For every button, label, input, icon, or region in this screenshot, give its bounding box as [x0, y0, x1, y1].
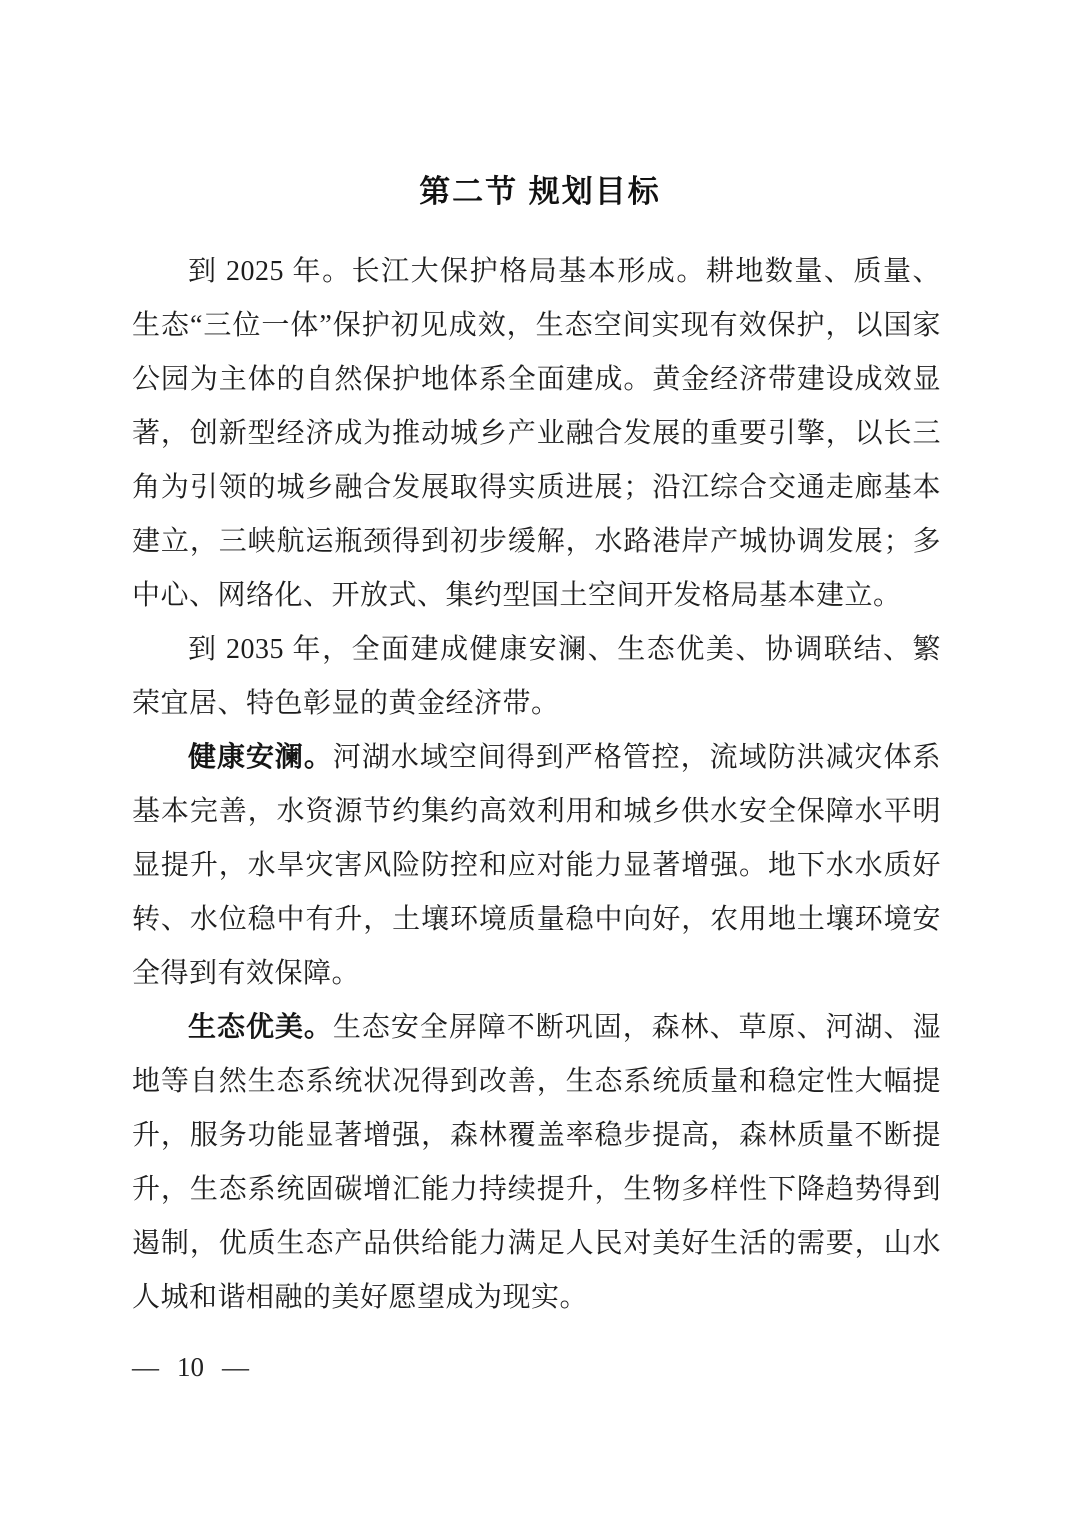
page-footer — [132, 1352, 249, 1383]
paragraph-lead: 健康安澜。 — [188, 742, 333, 773]
page-number: 10 — [177, 1352, 204, 1382]
document-body — [132, 245, 941, 1325]
body-paragraph — [132, 1001, 941, 1325]
paragraph-lead: 生态优美。 — [188, 1012, 333, 1043]
footer-right-dash: — — [222, 1352, 249, 1382]
section-title: 第二节 规划目标 — [419, 174, 661, 209]
paragraph-text: 到 2035 年，全面建成健康安澜、生态优美、协调联结、繁荣宜居、特色彰显的黄金经济带。 — [132, 634, 941, 719]
paragraph-text: 生态安全屏障不断巩固，森林、草原、河湖、湿地等自然生态系统状况得到改善，生态系统质量和稳定性大幅提升，服务功能显著增强，森林覆盖率稳步提高，森林质量不断提升，生态系统固碳增汇能力持续提升，生物多样性下降趋势得到遏制，优质生态产品供给能力满足人民对美好生活的需要，山水人城和谐相融的美好愿望成为现实。 — [132, 1012, 941, 1313]
body-paragraph — [132, 731, 941, 1001]
paragraph-text: 到 2025 年。长江大保护格局基本形成。耕地数量、质量、生态“三位一体”保护初见成效，生态空间实现有效保护，以国家公园为主体的自然保护地体系全面建成。黄金经济带建设成效显著，创新型经济成为推动城乡产业融合发展的重要引擎，以长三角为引领的城乡融合发展取得实质进展；沿江综合交通走廊基本建立，三峡航运瓶颈得到初步缓解，水路港岸产城协调发展；多中心、网络化、开放式、集约型国土空间开发格局基本建立。 — [132, 256, 941, 611]
footer-left-dash: — — [132, 1352, 159, 1382]
paragraph-text: 河湖水域空间得到严格管控，流域防洪减灾体系基本完善，水资源节约集约高效利用和城乡供水安全保障水平明显提升，水旱灾害风险防控和应对能力显著增强。地下水水质好转、水位稳中有升，土壤环境质量稳中向好，农用地土壤环境安全得到有效保障。 — [132, 742, 941, 989]
body-paragraph — [132, 623, 941, 731]
body-paragraph — [132, 245, 941, 623]
